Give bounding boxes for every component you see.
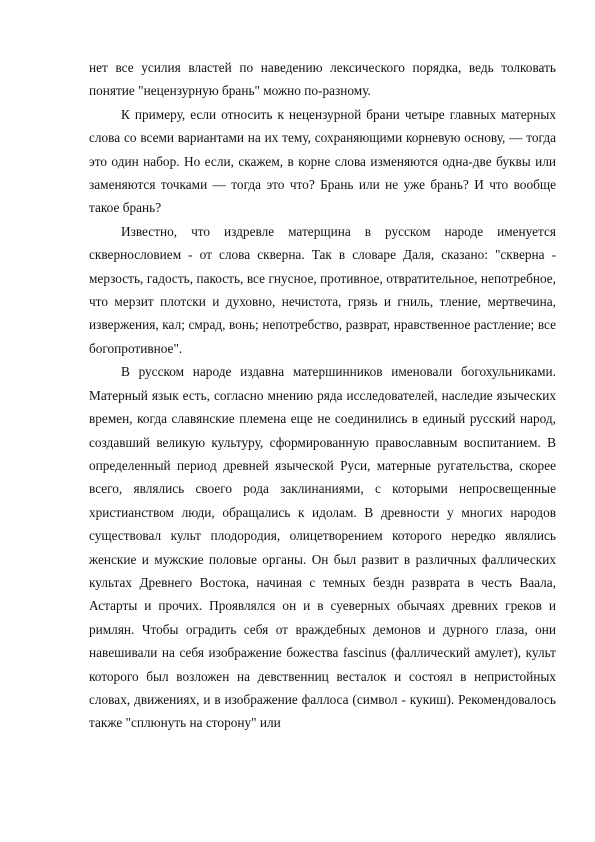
paragraph-profanity-definition: К примеру, если относить к нецензурной брани четыре главных матерных слова со всеми вариантами на их тему, сохраняющими корневую основу, — тогда это один набор. Но если, скажем, в корне слова изменяются одна-две буквы или заменяются точками — тогда это что? Брань или не уже брань? И что вообще такое брань?	[89, 106, 556, 216]
body-text	[89, 56, 556, 735]
paragraph-pagan-origins: В русском народе издавна матершинников именовали богохульниками. Матерный язык есть, согласно мнению ряда исследователей, наследие языческих времен, когда славянские племена еще не соединились в единый русский народ, создавший великую культуру, сформированную православным воспитанием. В определенный период древней языческой Руси, матерные ругательства, скорее всего, являлись своего рода заклинаниями, с которыми непросвещенные христианством люди, обращались к идолам. В древности у многих народов существовал культ плодородия, олицетворением которого нередко являлись женские и мужские половые органы. Он был развит в различных фаллических культах Древнего Востока, начиная с темных бездн разврата в честь Ваала, Астарты и прочих. Проявлялся он и в суеверных обычаях древних греков и римлян. Чтобы оградить себя от враждебных демонов и дурного глаза, они навешивали на себя изображение божества fascinus (фаллический амулет), культ которого был возложен на девственниц весталок и состоял в непристойных словах, движениях, и в изображение фаллоса (символ - кукиш). Рекомендовалось также "сплюнуть на сторону" или	[89, 364, 556, 731]
paragraph-dal-dictionary: Известно, что издревле матерщина в русском народе именуется сквернословием - от слова скверна. Так в словаре Даля, сказано: "скверна - мерзость, гадость, пакость, все гнусное, противное, отвратительное, непотребное, что мерзит плотски и духовно, нечистота, грязь и гниль, тление, мертвечина, извержения, кал; смрад, вонь; непотребство, разврат, нравственное растление; все богопротивное".	[89, 223, 556, 356]
paragraph-continuation: нет все усилия властей по наведению лексического порядка, ведь толковать понятие "нецензурную брань" можно по-разному.	[89, 60, 556, 99]
